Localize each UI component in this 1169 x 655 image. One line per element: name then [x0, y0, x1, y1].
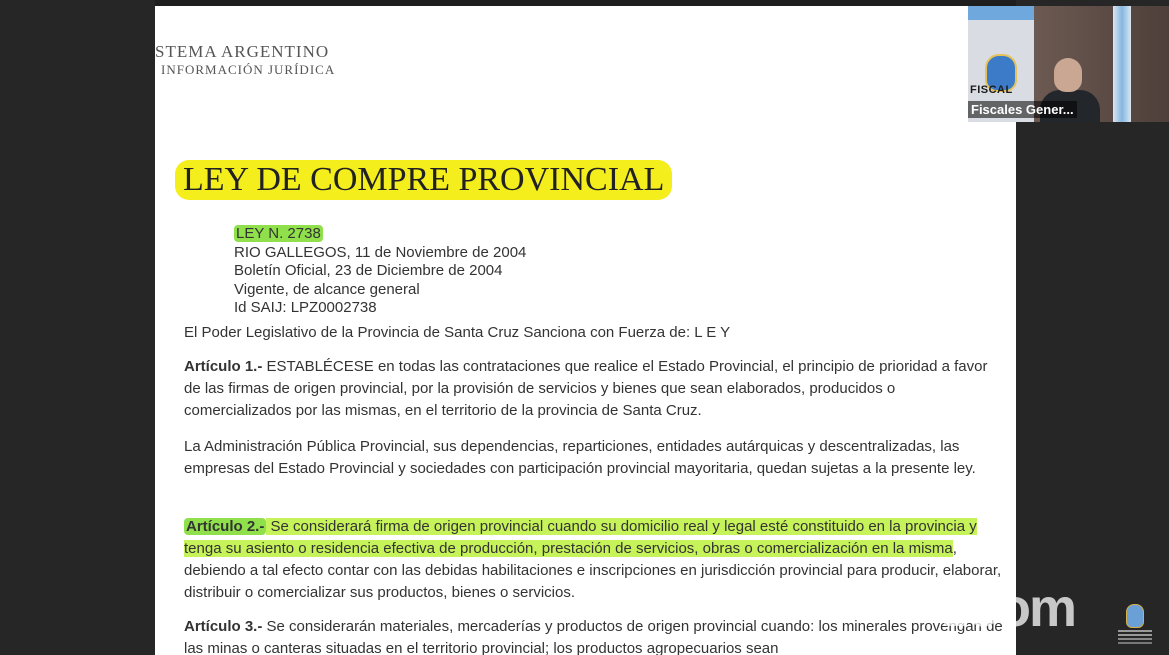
law-meta [234, 225, 526, 318]
law-number: LEY N. 2738 [236, 225, 321, 242]
institution-seal-icon [1118, 604, 1152, 650]
logo-line-1: STEMA ARGENTINO [155, 42, 330, 61]
shared-document [155, 6, 1016, 655]
logo-line-2: INFORMACIÓN JURÍDICA [161, 62, 336, 77]
banner-text: FISCAL [970, 84, 1013, 96]
article-3-label: Artículo 3.- [184, 618, 263, 635]
meta-line-saij-id: Id SAIJ: LPZ0002738 [234, 299, 377, 316]
participant-head [1054, 58, 1082, 92]
article-2-text: , debiendo a tal efecto contar con las debidas habilitaciones e inscripciones en jurisdicción provincial para producir, elaborar, distribuir o comercializar sus productos, bienes o servicios. [184, 540, 1002, 601]
video-banner-stripe [968, 6, 1034, 20]
meta-line-bulletin: Boletín Oficial, 23 de Diciembre de 2004 [234, 262, 503, 279]
participant-video-tile[interactable] [968, 6, 1169, 122]
article-3 [184, 616, 1004, 655]
article-2 [184, 516, 1004, 604]
document-title: LEY DE COMPRE PROVINCIAL [175, 160, 672, 200]
article-2-label: Artículo 2.- [186, 518, 265, 535]
article-1 [184, 356, 1004, 422]
seal-emblem-icon [1126, 604, 1144, 628]
meta-line-place-date: RIO GALLEGOS, 11 de Noviembre de 2004 [234, 243, 527, 261]
enactment-clause: El Poder Legislativo de la Provincia de Santa Cruz Sanciona con Fuerza de: L E Y [184, 324, 731, 341]
flag-icon [1113, 6, 1131, 122]
article-2-highlighted-text: Se considerará firma de origen provincial cuando su domicilio real y legal esté constituido en la provincia y tenga su asiento o residencia efectiva de producción, prestación de servicios, obras o comercialización en la misma [184, 518, 977, 557]
article-1-label: Artículo 1.- [184, 358, 263, 375]
participant-name-label: Fiscales Gener... [968, 101, 1077, 118]
article-1-paragraph-2: La Administración Pública Provincial, sus dependencias, reparticiones, entidades autárquicas y descentralizadas, las empresas del Estado Provincial y sociedades con participación provincial mayoritaria, quedan sujetas a la presente ley. [184, 438, 976, 477]
meta-line-validity: Vigente, de alcance general [234, 280, 420, 298]
saij-logo [155, 42, 335, 78]
seal-text-lines [1118, 630, 1152, 632]
article-3-text: Se considerarán materiales, mercaderías y productos de origen provincial cuando: los minerales provengan de las minas o canteras situadas en el territorio provincial; los productos agropecuarios sean [184, 618, 1003, 655]
article-1-text: ESTABLÉCESE en todas las contrataciones que realice el Estado Provincial, el principio de prioridad a favor de las firmas de origen provincial, por la provisión de servicios y bienes que sean elaborados, producidos o comercializados por las mismas, en el territorio de la provincia de Santa Cruz. [184, 358, 988, 419]
title-wrap [175, 160, 672, 200]
zoom-watermark: zoom [942, 578, 1075, 638]
left-background [0, 0, 155, 655]
